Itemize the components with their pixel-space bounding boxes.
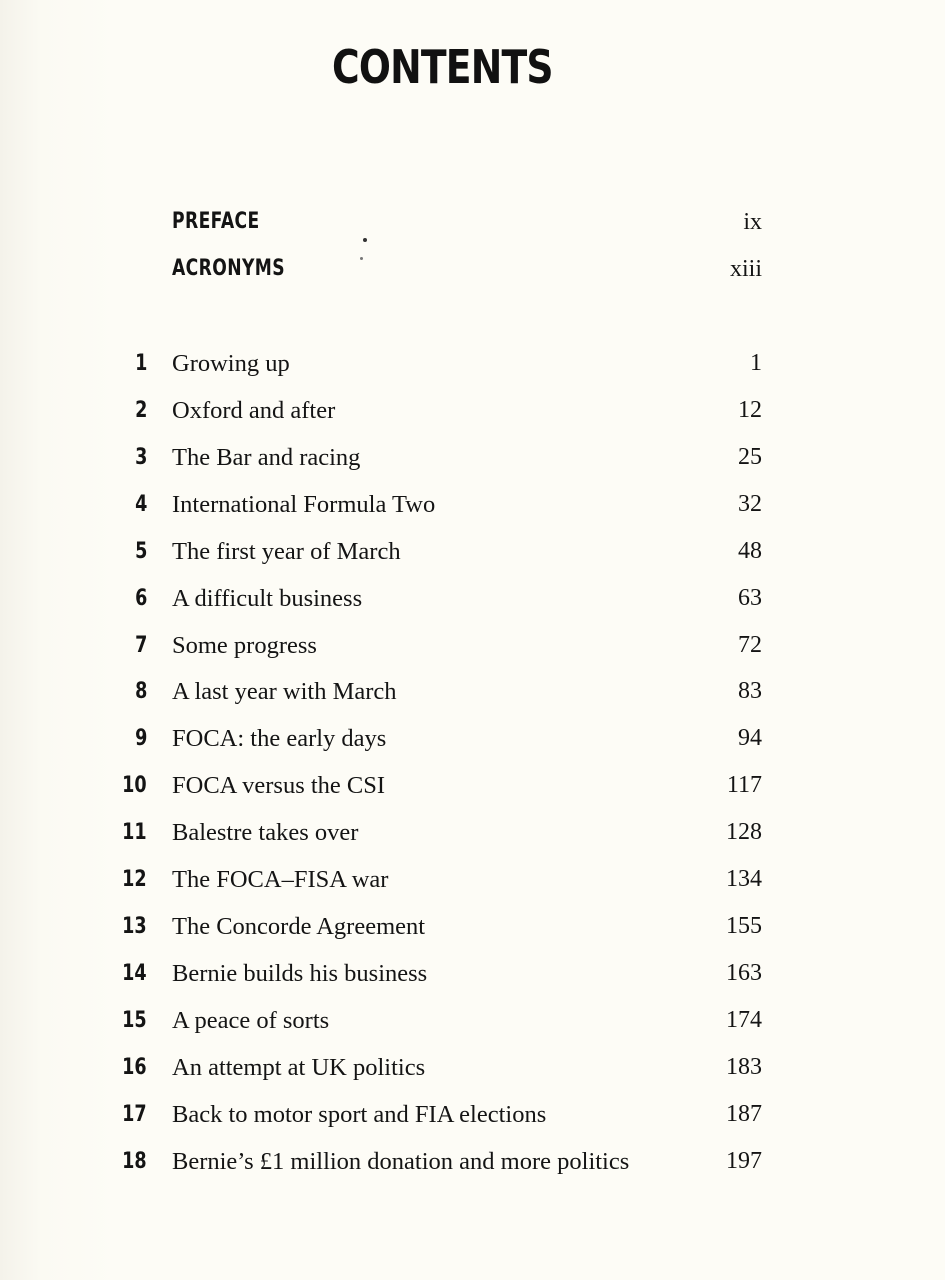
chapter-page: 163 — [726, 960, 762, 986]
chapter-entry — [0, 491, 945, 527]
chapter-page: 12 — [738, 397, 762, 423]
chapter-number: 16 — [122, 1055, 147, 1080]
chapter-entry — [0, 585, 945, 621]
chapter-number: 3 — [134, 445, 147, 470]
chapter-entry — [0, 913, 945, 949]
chapter-entry — [0, 1054, 945, 1090]
chapter-number: 14 — [122, 961, 147, 986]
front-matter-acronyms — [172, 256, 762, 286]
chapter-page: 117 — [726, 772, 762, 798]
chapter-title: A last year with March — [172, 678, 397, 705]
chapter-page: 48 — [738, 538, 762, 564]
chapter-entry — [0, 1101, 945, 1137]
chapter-page: 197 — [726, 1148, 762, 1174]
chapter-entry — [0, 678, 945, 714]
chapter-number: 8 — [134, 679, 147, 704]
chapter-title: Balestre takes over — [172, 819, 359, 846]
chapter-number: 12 — [122, 867, 147, 892]
chapter-number: 11 — [122, 820, 147, 845]
chapter-entry — [0, 772, 945, 808]
chapter-number: 10 — [122, 773, 147, 798]
front-matter-preface — [172, 209, 762, 239]
front-matter-page: xiii — [729, 256, 762, 282]
chapter-page: 134 — [726, 866, 762, 892]
chapter-number: 7 — [134, 633, 147, 658]
chapter-number: 2 — [134, 398, 147, 423]
chapter-entry — [0, 397, 945, 433]
front-matter-label: ACRONYMS — [172, 256, 286, 281]
chapter-number: 9 — [134, 726, 147, 751]
chapter-page: 128 — [726, 819, 762, 845]
chapter-number: 15 — [122, 1008, 147, 1033]
chapter-number: 5 — [134, 539, 147, 564]
chapter-entry — [0, 350, 945, 386]
chapter-number: 18 — [122, 1149, 147, 1174]
chapter-number: 13 — [122, 914, 147, 939]
chapter-number: 1 — [134, 351, 147, 376]
chapter-page: 183 — [726, 1054, 762, 1080]
chapter-title: Bernie builds his business — [172, 960, 428, 987]
chapter-entry — [0, 632, 945, 668]
chapter-title: Bernie’s £1 million donation and more politics — [172, 1148, 630, 1175]
chapter-page: 25 — [738, 444, 762, 470]
chapter-entry — [0, 819, 945, 855]
chapter-page: 174 — [726, 1007, 762, 1033]
chapter-title: Some progress — [172, 632, 317, 659]
front-matter-page: ix — [743, 209, 762, 235]
chapter-title: The Bar and racing — [172, 444, 361, 471]
chapter-entry — [0, 538, 945, 574]
chapter-title: Growing up — [172, 350, 290, 377]
paper-speck — [363, 238, 367, 242]
chapter-title: The Concorde Agreement — [172, 913, 426, 940]
chapter-title: A difficult business — [172, 585, 363, 612]
chapter-entry — [0, 1148, 945, 1184]
chapter-number: 4 — [134, 492, 147, 517]
chapter-title: Oxford and after — [172, 397, 336, 424]
page-title: CONTENTS — [332, 40, 553, 94]
chapter-number: 6 — [134, 586, 147, 611]
chapter-page: 72 — [738, 632, 762, 658]
chapter-page: 94 — [738, 725, 762, 751]
chapter-page: 83 — [738, 678, 762, 704]
chapter-number: 17 — [122, 1102, 147, 1127]
chapter-entry — [0, 444, 945, 480]
chapter-title: An attempt at UK politics — [172, 1054, 426, 1081]
chapter-entry — [0, 1007, 945, 1043]
chapter-page: 63 — [738, 585, 762, 611]
chapter-title: FOCA versus the CSI — [172, 772, 386, 799]
chapter-page: 32 — [738, 491, 762, 517]
chapter-title: FOCA: the early days — [172, 725, 387, 752]
chapter-entry — [0, 866, 945, 902]
chapter-title: The FOCA–FISA war — [172, 866, 389, 893]
chapter-entry — [0, 960, 945, 996]
chapter-page: 187 — [726, 1101, 762, 1127]
paper-speck — [360, 257, 363, 260]
chapter-title: A peace of sorts — [172, 1007, 330, 1034]
chapter-entry — [0, 725, 945, 761]
chapter-page: 1 — [750, 350, 762, 376]
chapter-page: 155 — [726, 913, 762, 939]
chapter-title: The first year of March — [172, 538, 401, 565]
front-matter-label: PREFACE — [172, 209, 260, 234]
chapter-title: Back to motor sport and FIA elections — [172, 1101, 547, 1128]
chapter-title: International Formula Two — [172, 491, 436, 518]
